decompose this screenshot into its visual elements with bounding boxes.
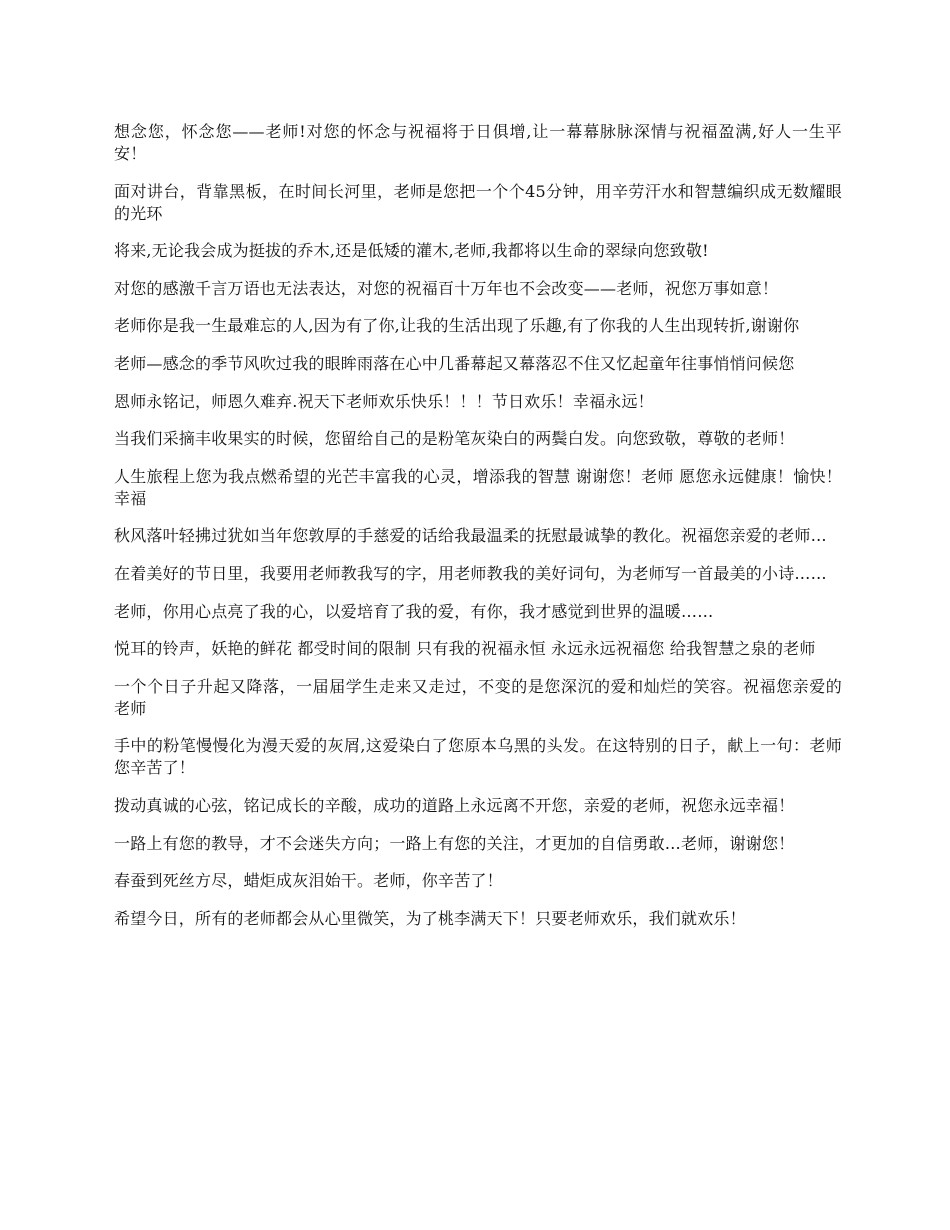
paragraph: 拨动真诚的心弦，铭记成长的辛酸，成功的道路上永远离不开您，亲爱的老师，祝您永远幸福！ [114,795,795,815]
paragraph: 人生旅程上您为我点燃希望的光芒丰富我的心灵，增添我的智慧 谢谢您！老师 愿您永远健康！愉快！幸福 [114,466,842,508]
paragraph: 将来,无论我会成为挺拔的乔木,还是低矮的灌木,老师,我都将以生命的翠绿向您致敬! [114,241,709,261]
paragraph: 老师—感念的季节风吹过我的眼眸雨落在心中几番幕起又幕落忍不住又忆起童年往事悄悄问候您 [114,353,795,373]
paragraph: 恩师永铭记，师恩久难弃.祝天下老师欢乐快乐！！！节日欢乐！幸福永远！ [114,391,654,411]
paragraph: 老师，你用心点亮了我的心，以爱培育了我的爱，有你，我才感觉到世界的温暖…… [114,601,714,621]
paragraph: 在着美好的节日里，我要用老师教我写的字，用老师教我的美好词句，为老师写一首最美的小诗…… [114,563,827,583]
paragraph: 悦耳的铃声，妖艳的鲜花 都受时间的限制 只有我的祝福永恒 永远永远祝福您 给我智慧之泉的老师 [114,639,816,659]
paragraph: 想念您，怀念您——老师!对您的怀念与祝福将于日俱增,让一幕幕脉脉深情与祝福盈满,好人一生平安！ [114,122,842,163]
document-body [114,121,842,945]
paragraph: 一路上有您的教导，才不会迷失方向；一路上有您的关注，才更加的自信勇敢…老师，谢谢您！ [114,833,795,853]
paragraph: 一个个日子升起又降落，一届届学生走来又走过，不变的是您深沉的爱和灿烂的笑容。祝福您亲爱的老师 [114,676,842,718]
paragraph: 秋风落叶轻拂过犹如当年您敦厚的手慈爱的话给我最温柔的抚慰最诚挚的教化。祝福您亲爱的老师… [114,526,827,546]
paragraph: 希望今日，所有的老师都会从心里微笑，为了桃李满天下！只要老师欢乐，我们就欢乐！ [114,908,746,928]
paragraph: 面对讲台，背靠黑板，在时间长河里，老师是您把一个个45分钟，用辛劳汗水和智慧编织成无数耀眼的光环 [114,181,842,223]
paragraph: 春蚕到死丝方尽，蜡炬成灰泪始干。老师，你辛苦了！ [114,871,503,891]
paragraph: 老师你是我一生最难忘的人,因为有了你,让我的生活出现了乐趣,有了你我的人生出现转折,谢谢你 [114,316,800,336]
paragraph: 手中的粉笔慢慢化为漫天爱的灰屑,这爱染白了您原本乌黑的头发。在这特别的日子，献上一句：老师您辛苦了！ [114,736,842,778]
paragraph: 当我们采摘丰收果实的时候，您留给自己的是粉笔灰染白的两鬓白发。向您致敬，尊敬的老师！ [114,429,795,449]
paragraph: 对您的感激千言万语也无法表达，对您的祝福百十万年也不会改变——老师，祝您万事如意！ [114,278,779,298]
